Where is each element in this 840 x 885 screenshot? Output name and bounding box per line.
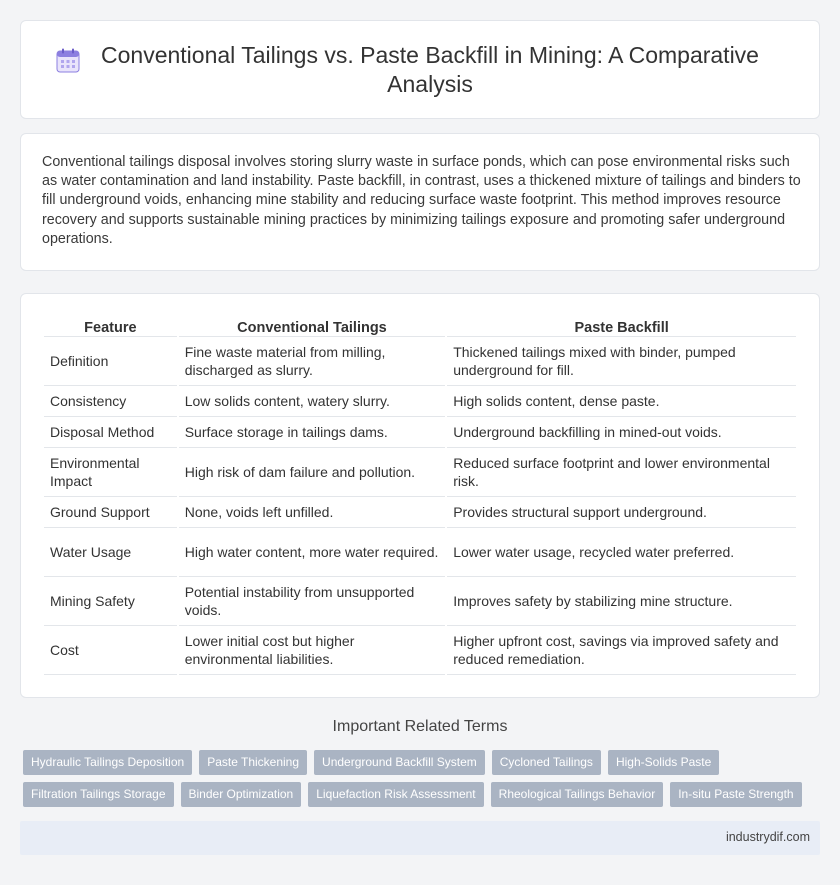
table-row — [44, 448, 796, 497]
related-terms-row-2 — [23, 782, 802, 807]
table-row — [44, 386, 796, 417]
tag-cycloned-tailings[interactable]: Cycloned Tailings — [492, 750, 601, 775]
header-paste-backfill: Paste Backfill — [447, 315, 796, 337]
header-conventional-tailings: Conventional Tailings — [179, 315, 446, 337]
title-card — [20, 20, 820, 119]
comparison-table — [42, 315, 798, 675]
paste-cell: Underground backfilling in mined-out voids. — [447, 417, 796, 448]
header-feature: Feature — [44, 315, 177, 337]
footer-site-link[interactable]: industrydif.com — [725, 830, 810, 844]
conventional-cell: None, voids left unfilled. — [179, 497, 446, 528]
paste-cell: Lower water usage, recycled water preferred. — [447, 528, 796, 577]
table-row — [44, 337, 796, 386]
tag-hydraulic-tailings-deposition[interactable]: Hydraulic Tailings Deposition — [23, 750, 192, 775]
table-row — [44, 417, 796, 448]
tag-liquefaction-risk-assessment[interactable]: Liquefaction Risk Assessment — [308, 782, 483, 807]
comparison-card — [20, 293, 820, 698]
conventional-cell: High risk of dam failure and pollution. — [179, 448, 446, 497]
feature-cell: Water Usage — [44, 528, 177, 577]
tag-paste-thickening[interactable]: Paste Thickening — [199, 750, 307, 775]
feature-cell: Mining Safety — [44, 577, 177, 626]
paste-cell: Provides structural support underground. — [447, 497, 796, 528]
paste-cell: Higher upfront cost, savings via improved safety and reduced remediation. — [447, 626, 796, 675]
feature-cell: Ground Support — [44, 497, 177, 528]
table-row — [44, 626, 796, 675]
intro-card — [20, 133, 820, 271]
tag-binder-optimization[interactable]: Binder Optimization — [181, 782, 302, 807]
tag-rheological-tailings-behavior[interactable]: Rheological Tailings Behavior — [491, 782, 664, 807]
feature-cell: Disposal Method — [44, 417, 177, 448]
paste-cell: Improves safety by stabilizing mine structure. — [447, 577, 796, 626]
tag-underground-backfill-system[interactable]: Underground Backfill System — [314, 750, 485, 775]
related-terms-row-1 — [23, 750, 719, 775]
paste-cell: High solids content, dense paste. — [447, 386, 796, 417]
table-row — [44, 528, 796, 577]
tag-high-solids-paste[interactable]: High-Solids Paste — [608, 750, 719, 775]
footer — [20, 821, 820, 855]
tag-filtration-tailings-storage[interactable]: Filtration Tailings Storage — [23, 782, 174, 807]
conventional-cell: Fine waste material from milling, discharged as slurry. — [179, 337, 446, 386]
page-title: Conventional Tailings vs. Paste Backfill in Mining: A Comparative Analysis — [101, 41, 759, 97]
tag-in-situ-paste-strength[interactable]: In-situ Paste Strength — [670, 782, 801, 807]
conventional-cell: High water content, more water required. — [179, 528, 446, 577]
table-row — [44, 497, 796, 528]
paste-cell: Thickened tailings mixed with binder, pumped underground for fill. — [447, 337, 796, 386]
intro-paragraph: Conventional tailings disposal involves storing slurry waste in surface ponds, which can pose environmental risks such as water contamination and land instability. Paste backfill, in contrast, uses a thickened mixture of tailings and binders to fill underground voids, enhancing mine stability and reducing surface waste footprint. This method improves resource recovery and supports sustainable mining practices by minimizing tailings exposure and promoting safer underground operations. — [42, 154, 801, 247]
conventional-cell: Surface storage in tailings dams. — [179, 417, 446, 448]
related-terms-title: Important Related Terms — [332, 718, 508, 735]
conventional-cell: Lower initial cost but higher environmental liabilities. — [179, 626, 446, 675]
feature-cell: Definition — [44, 337, 177, 386]
table-header-row — [44, 315, 796, 337]
feature-cell: Consistency — [44, 386, 177, 417]
conventional-cell: Potential instability from unsupported voids. — [179, 577, 446, 626]
paste-cell: Reduced surface footprint and lower environmental risk. — [447, 448, 796, 497]
table-row — [44, 577, 796, 626]
feature-cell: Environmental Impact — [44, 448, 177, 497]
conventional-cell: Low solids content, watery slurry. — [179, 386, 446, 417]
feature-cell: Cost — [44, 626, 177, 675]
